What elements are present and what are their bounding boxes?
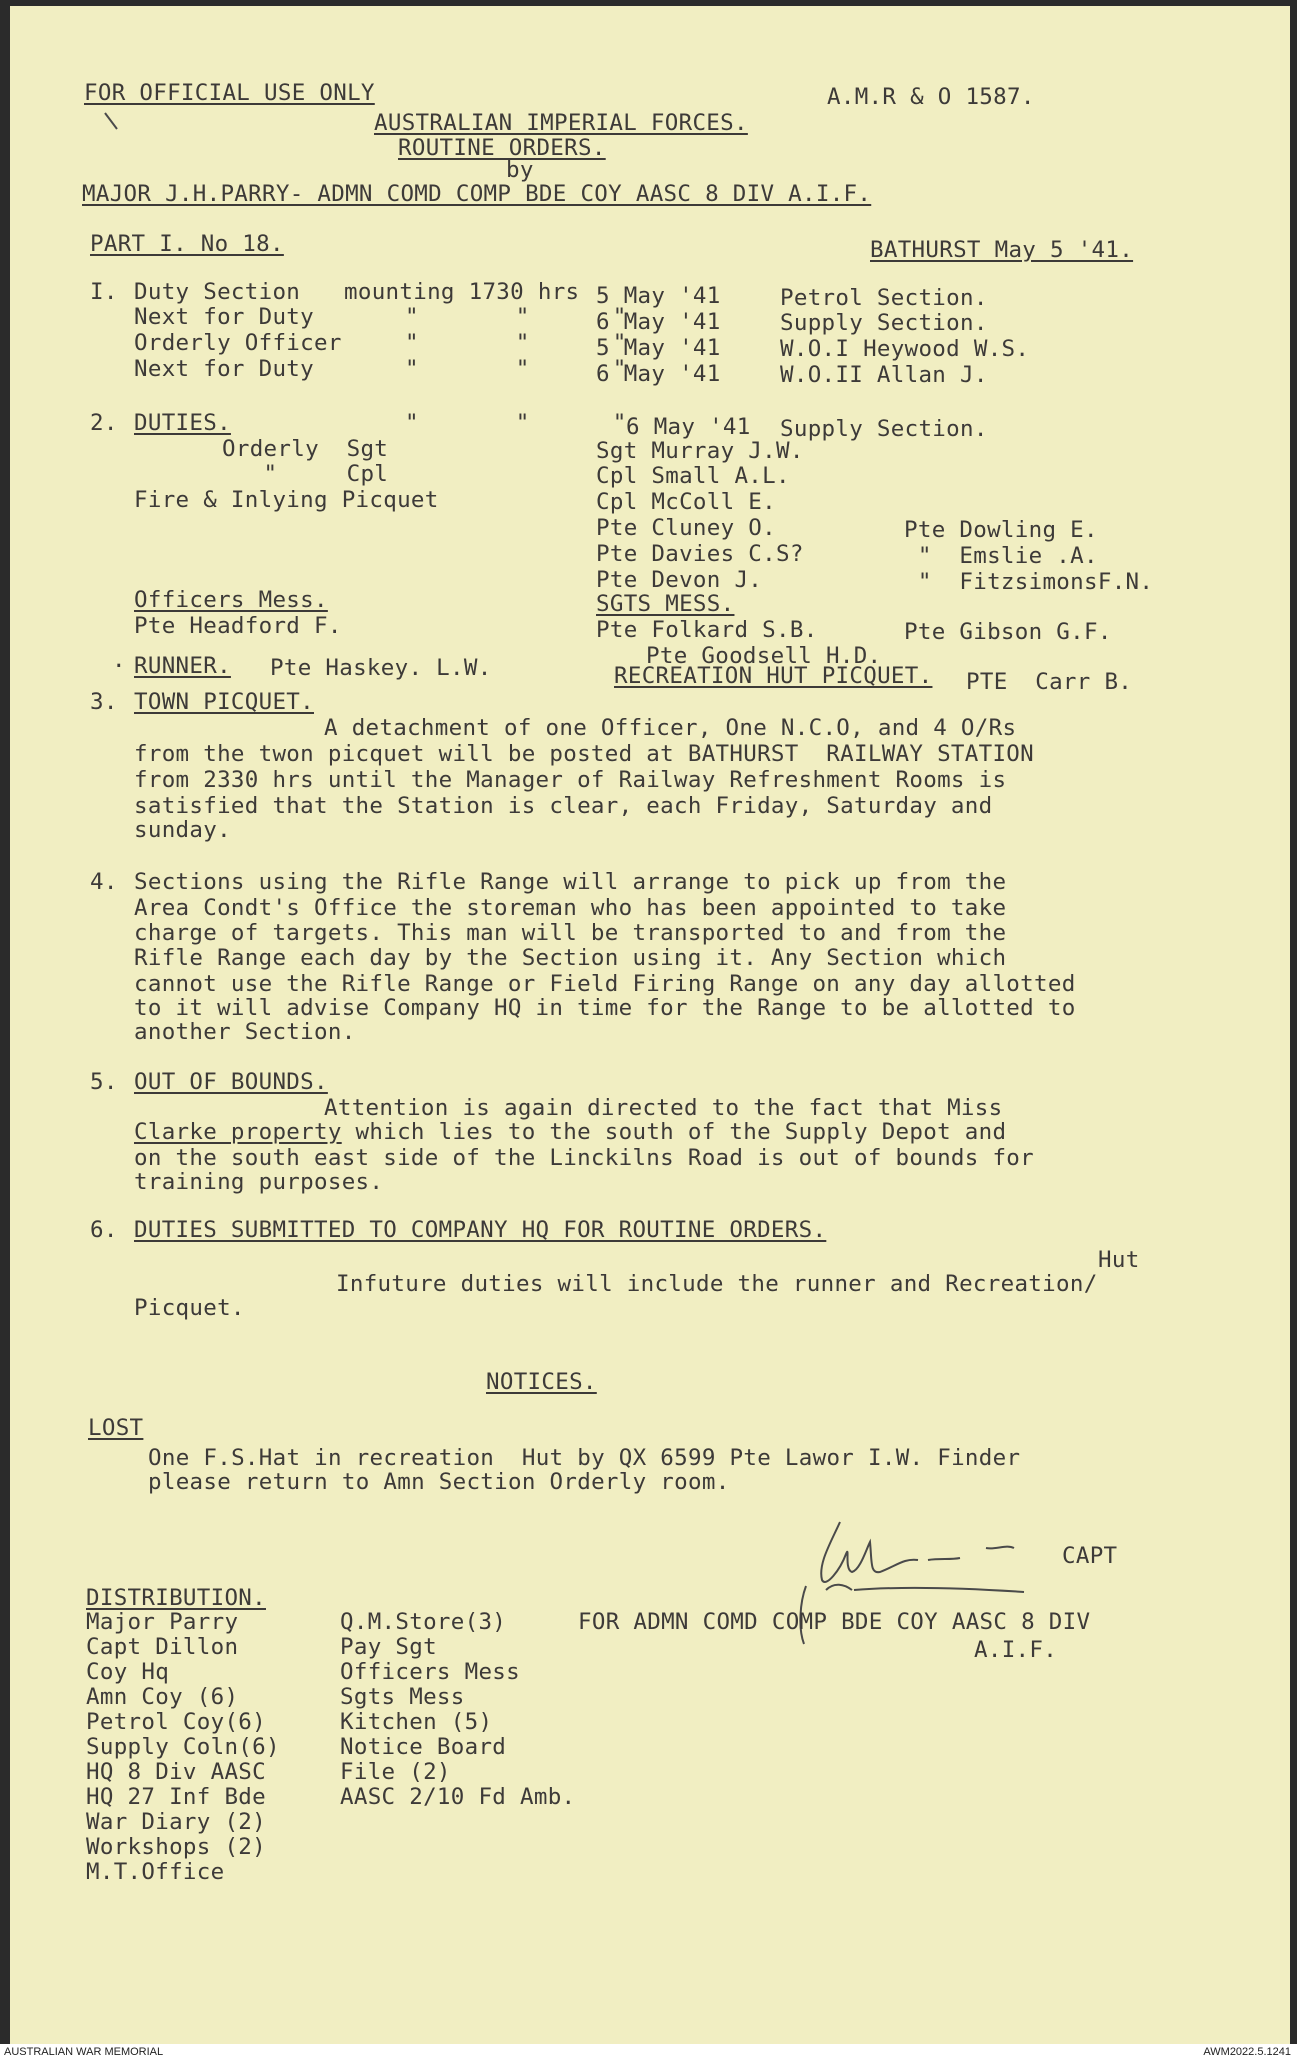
section-3-line-5: sunday. [134, 817, 231, 843]
duty-row-1-detail: mounting 1730 hrs [344, 279, 580, 305]
signature-for-line-1: FOR ADMN COMD COMP BDE COY AASC 8 DIV [578, 1609, 1091, 1635]
section-2-date: 6 May '41 [626, 414, 751, 440]
distribution-item: HQ 8 Div AASC [86, 1759, 266, 1785]
footer-accession-number: AWM2022.5.1241 [1203, 2046, 1291, 2058]
section-5-line-4: training purposes. [134, 1169, 384, 1195]
duty-role-orderly-sgt: Orderly Sgt [222, 436, 389, 462]
footer-institution: AUSTRALIAN WAR MEMORIAL [4, 2046, 164, 2058]
classification-marking: FOR OFFICIAL USE ONLY [84, 80, 375, 106]
duty-row-4-detail: " " " [405, 356, 627, 382]
distribution-item: Capt Dillon [86, 1634, 239, 1660]
duty-row-1-value: Petrol Section. [780, 285, 988, 311]
sgts-mess-name-3: Pte Goodsell H.D. [646, 643, 882, 669]
section-5-line-2 [134, 1119, 1006, 1145]
duty-row-2-value: Supply Section. [780, 310, 988, 336]
duty-name-3: Cpl McColl E. [596, 489, 776, 515]
runner-name: Pte Haskey. L.W. [270, 655, 492, 681]
distribution-item: Supply Coln(6) [86, 1734, 280, 1760]
sgts-mess-name-2: Pte Gibson G.F. [904, 619, 1112, 645]
duty-row-3-date: 5 May '41 [596, 335, 721, 361]
part-number: PART I. No 18. [90, 231, 284, 257]
duty-name-4: Pte Cluney O. [596, 515, 776, 541]
title-by: by [506, 157, 534, 183]
duty-row-2-label: Next for Duty [134, 304, 314, 330]
section-3-heading: TOWN PICQUET. [134, 689, 314, 715]
document-page [10, 6, 1290, 2044]
distribution-item: Kitchen (5) [340, 1709, 493, 1735]
distribution-item: File (2) [340, 1759, 451, 1785]
duty-name-1: Sgt Murray J.W. [596, 438, 804, 464]
distribution-item: War Diary (2) [86, 1809, 266, 1835]
section-4-line-7: another Section. [134, 1019, 356, 1045]
document-title: AUSTRALIAN IMPERIAL FORCES. [374, 110, 748, 136]
archive-footer [0, 2044, 1297, 2061]
section-2-heading: DUTIES. [134, 410, 231, 436]
section-5-line-1: Attention is again directed to the fact that Miss [324, 1095, 1003, 1121]
recreation-hut-picquet-heading: RECREATION HUT PICQUET. [614, 663, 933, 689]
sgts-mess-name-1: Pte Folkard S.B. [596, 617, 818, 643]
issuer-line: MAJOR J.H.PARRY- ADMN COMD COMP BDE COY AASC 8 DIV A.I.F. [82, 181, 872, 207]
section-2-number: 2. [90, 410, 118, 436]
clarke-property-text: Clarke property [134, 1119, 342, 1145]
section-6-handwritten-insert: Hut [1098, 1247, 1140, 1273]
duty-row-4-date: 6 May '41 [596, 361, 721, 387]
distribution-item: Coy Hq [86, 1659, 170, 1685]
duty-row-4-label: Next for Duty [134, 356, 314, 382]
duty-row-1-date: 5 May '41 [596, 283, 721, 309]
distribution-item: Notice Board [340, 1734, 507, 1760]
section-4-line-5: cannot use the Rifle Range or Field Firing Range on any day allotted [134, 971, 1076, 997]
duty-row-1-label: Duty Section [134, 279, 301, 305]
pen-tick-mark [102, 110, 122, 134]
section-4-line-3: charge of targets. This man will be transported to and from the [134, 920, 1007, 946]
duty-name-5: Pte Davies C.S? [596, 541, 804, 567]
section-1-number: I. [90, 279, 118, 305]
section-3-number: 3. [90, 689, 118, 715]
distribution-item: Petrol Coy(6) [86, 1709, 266, 1735]
distribution-item: AASC 2/10 Fd Amb. [340, 1784, 576, 1810]
duty-row-3-label: Orderly Officer [134, 330, 342, 356]
lost-heading: LOST [88, 1415, 144, 1441]
officers-mess-name: Pte Headford F. [134, 613, 342, 639]
section-6-line-1: Infuture duties will include the runner and Recreation/ [336, 1271, 1098, 1297]
section-3-line-1: A detachment of one Officer, One N.C.O, and 4 O/Rs [324, 715, 1017, 741]
duty-row-2-date: 6 May '41 [596, 309, 721, 335]
document-subtitle: ROUTINE ORDERS. [398, 135, 606, 161]
distribution-item: Sgts Mess [340, 1684, 465, 1710]
distribution-item: Workshops (2) [86, 1834, 266, 1860]
notices-heading: NOTICES. [486, 1369, 597, 1395]
distribution-item: HQ 27 Inf Bde [86, 1784, 266, 1810]
duty-name-right-2: " Emslie .A. [904, 543, 1098, 569]
sgts-mess-heading: SGTS MESS. [596, 591, 735, 617]
section-5-line-2-rest: which lies to the south of the Supply Depot and [341, 1119, 1007, 1145]
notices-line-2: please return to Amn Section Orderly room. [148, 1469, 730, 1495]
signature-for-line-2: A.I.F. [974, 1637, 1058, 1663]
runner-heading: RUNNER. [134, 653, 231, 679]
section-4-line-4: Rifle Range each day by the Section using it. Any Section which [134, 945, 1007, 971]
notices-line-1: One F.S.Hat in recreation Hut by QX 6599 Pte Lawor I.W. Finder [148, 1445, 1021, 1471]
section-5-line-3: on the south east side of the Linckilns Road is out of bounds for [134, 1145, 1034, 1171]
recreation-hut-picquet-name: PTE Carr B. [966, 669, 1133, 695]
duty-name-right-3: " FitzsimonsF.N. [904, 569, 1154, 595]
distribution-item: Major Parry [86, 1609, 239, 1635]
section-4-line-1: Sections using the Rifle Range will arrange to pick up from the [134, 869, 1007, 895]
duty-name-2: Cpl Small A.L. [596, 463, 790, 489]
section-5-number: 5. [90, 1069, 118, 1095]
duty-name-right-1: Pte Dowling E. [904, 517, 1098, 543]
place-date: BATHURST May 5 '41. [870, 237, 1134, 263]
section-5-heading: OUT OF BOUNDS. [134, 1069, 328, 1095]
document-reference: A.M.R & O 1587. [827, 84, 1035, 110]
distribution-heading: DISTRIBUTION. [86, 1585, 266, 1611]
duty-role-orderly-cpl: " Cpl [222, 461, 389, 487]
distribution-item: Pay Sgt [340, 1634, 437, 1660]
duty-row-4-value: W.O.II Allan J. [780, 362, 988, 388]
section-3-line-3: from 2330 hrs until the Manager of Railway Refreshment Rooms is [134, 767, 1007, 793]
section-6-line-2: Picquet. [134, 1295, 245, 1321]
distribution-item: Officers Mess [340, 1659, 520, 1685]
duty-role-picquet: Fire & Inlying Picquet [134, 487, 439, 513]
section-6-number: 6. [90, 1217, 118, 1243]
section-3-line-4: satisfied that the Station is clear, each Friday, Saturday and [134, 793, 993, 819]
distribution-item: M.T.Office [86, 1859, 225, 1885]
section-2-value: Supply Section. [780, 416, 988, 442]
signature-rank: CAPT [1062, 1543, 1118, 1569]
duty-row-2-detail: " " " [405, 304, 627, 330]
section-6-heading: DUTIES SUBMITTED TO COMPANY HQ FOR ROUTINE ORDERS. [134, 1217, 827, 1243]
section-2-ditto: " " " [405, 410, 627, 436]
officers-mess-heading: Officers Mess. [134, 587, 328, 613]
duty-name-6: Pte Devon J. [596, 567, 763, 593]
duty-row-3-detail: " " " [405, 330, 627, 356]
section-4-line-6: to it will advise Company HQ in time for the Range to be allotted to [134, 995, 1076, 1021]
section-4-number: 4. [90, 869, 118, 895]
section-3-line-2: from the twon picquet will be posted at BATHURST RAILWAY STATION [134, 741, 1034, 767]
runner-bullet: · [112, 653, 126, 679]
duty-row-3-value: W.O.I Heywood W.S. [780, 336, 1030, 362]
section-4-line-2: Area Condt's Office the storeman who has been appointed to take [134, 895, 1007, 921]
distribution-item: Q.M.Store(3) [340, 1609, 507, 1635]
distribution-item: Amn Coy (6) [86, 1684, 239, 1710]
